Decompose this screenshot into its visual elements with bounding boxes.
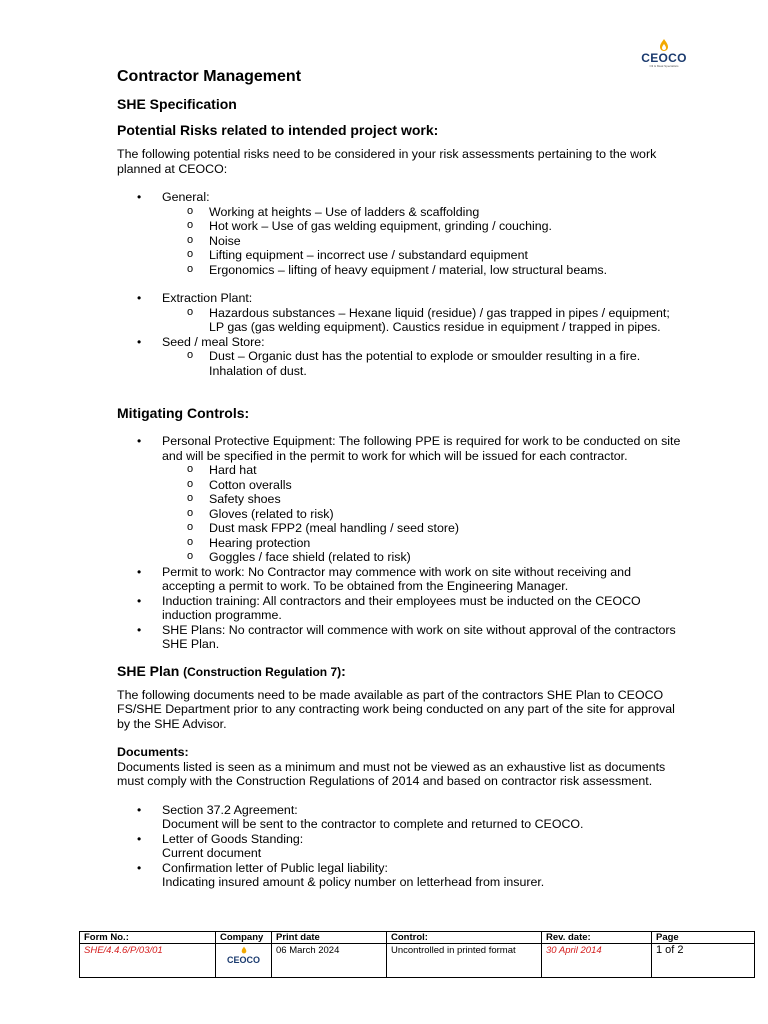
risk-group-label: Extraction Plant: [162,291,253,305]
document-title: • Letter of Goods Standing: [162,831,304,846]
she-plan-intro: The following documents need to be made available as part of the contractors SHE Plan to CEOCO FS/SHE Department prior to any contracting work being conducted on any part of the site for approval by the SHE Advisor. [117,687,675,731]
page-subtitle: SHE Specification [117,96,237,112]
she-plan-title: SHE Plan [117,662,180,679]
document-detail: Current document [162,846,262,860]
page-title: Contractor Management [117,68,302,85]
she-plan-colon: : [341,662,346,679]
flame-icon [657,38,671,52]
document-detail: Document will be sent to the contractor to complete and returned to CEOCO. [162,817,584,831]
rev-date-value: 30 April 2014 [542,944,652,978]
risk-group-label: General: [162,190,210,204]
ppe-list [162,463,687,565]
document-detail: Indicating insured amount & policy number on letterhead from insurer. [162,875,545,889]
list-item: o Hot work – Use of gas welding equipment, grinding / couching. [162,219,687,234]
list-item: o Gloves (related to risk) [162,507,687,522]
list-item: o Dust – Organic dust has the potential to explode or smoulder resulting in a fire. Inhalation of dust. [162,349,687,378]
rev-date-header: Rev. date: [542,932,652,944]
she-plan-reference: (Construction Regulation 7) [183,664,342,679]
list-item: o Lifting equipment – incorrect use / substandard equipment [162,248,687,263]
controls-heading: Mitigating Controls: [117,405,250,421]
company-wordmark: CEOCO [226,955,260,965]
list-item: o Hearing protection [162,536,687,551]
list-item: o Working at heights – Use of ladders & scaffolding [162,205,687,220]
list-item: • Induction training: All contractors and their employees must be inducted on the CEOCO induction programme. [117,594,687,623]
she-plan-heading [117,662,687,681]
list-item [117,803,687,832]
list-item [117,861,687,890]
control-header: Control: [387,932,542,944]
list-item [117,434,687,565]
controls-list [117,434,687,652]
document-title: • Section 37.2 Agreement: [162,802,298,817]
risk-group [117,335,687,379]
company-header: Company [216,932,272,944]
documents-list [117,803,687,890]
logo-tagline: Oil & Meal Specialists [649,64,679,68]
page-value: 1 of 2 [652,944,755,978]
company-logo [636,38,692,70]
flame-icon [240,946,248,954]
company-logo-cell [216,944,272,978]
page-header: Page [652,932,755,944]
documents-label: Documents: [117,745,189,759]
form-no-value: SHE/4.4.6/P/03/01 [80,944,216,978]
risk-group [117,190,687,291]
risks-heading: Potential Risks related to intended project work: [117,122,439,138]
list-item: o Safety shoes [162,492,687,507]
list-item: o Cotton overalls [162,478,687,493]
risk-groups [117,190,687,378]
control-value: Uncontrolled in printed format [387,944,542,978]
list-item: • SHE Plans: No contractor will commence with work on site without approval of the contractors SHE Plan. [117,623,687,652]
form-no-header: Form No.: [80,932,216,944]
risk-group-label: Seed / meal Store: [162,334,265,349]
risk-list [162,349,687,378]
document-body [117,67,687,890]
document-control-table [79,931,755,978]
list-item: o Goggles / face shield (related to risk) [162,550,687,565]
list-item [117,832,687,861]
list-item: o Hazardous substances – Hexane liquid (residue) / gas trapped in pipes / equipment; LP gas (gas welding equipment). Caustics residue in equipment / trapped in pipes. [162,306,687,335]
logo-wordmark: CEOCO [641,51,687,65]
print-date-value: 06 March 2024 [272,944,387,978]
risks-intro: The following potential risks need to be considered in your risk assessments pertaining to the work planned at CEOCO: [117,147,657,176]
risk-group [117,291,687,335]
print-date-header: Print date [272,932,387,944]
documents-intro: Documents listed is seen as a minimum and must not be viewed as an exhaustive list as documents must comply with the Construction Regulations of 2014 and based on contractor risk assessment. [117,759,666,788]
list-item: o Hard hat [162,463,687,478]
risk-list [162,306,687,335]
ppe-label: Personal Protective Equipment: The following PPE is required for work to be conducted on site and will be specified in the permit to work for which will be issued for each contractor. [162,434,681,463]
risk-list [162,205,687,278]
list-item: • Permit to work: No Contractor may commence with work on site without receiving and accepting a permit to work. To be obtained from the Engineering Manager. [117,565,687,594]
list-item: o Ergonomics – lifting of heavy equipment / material, low structural beams. [162,263,687,278]
list-item: o Noise [162,234,687,249]
list-item: o Dust mask FPP2 (meal handling / seed store) [162,521,687,536]
document-title: • Confirmation letter of Public legal liability: [162,860,388,875]
